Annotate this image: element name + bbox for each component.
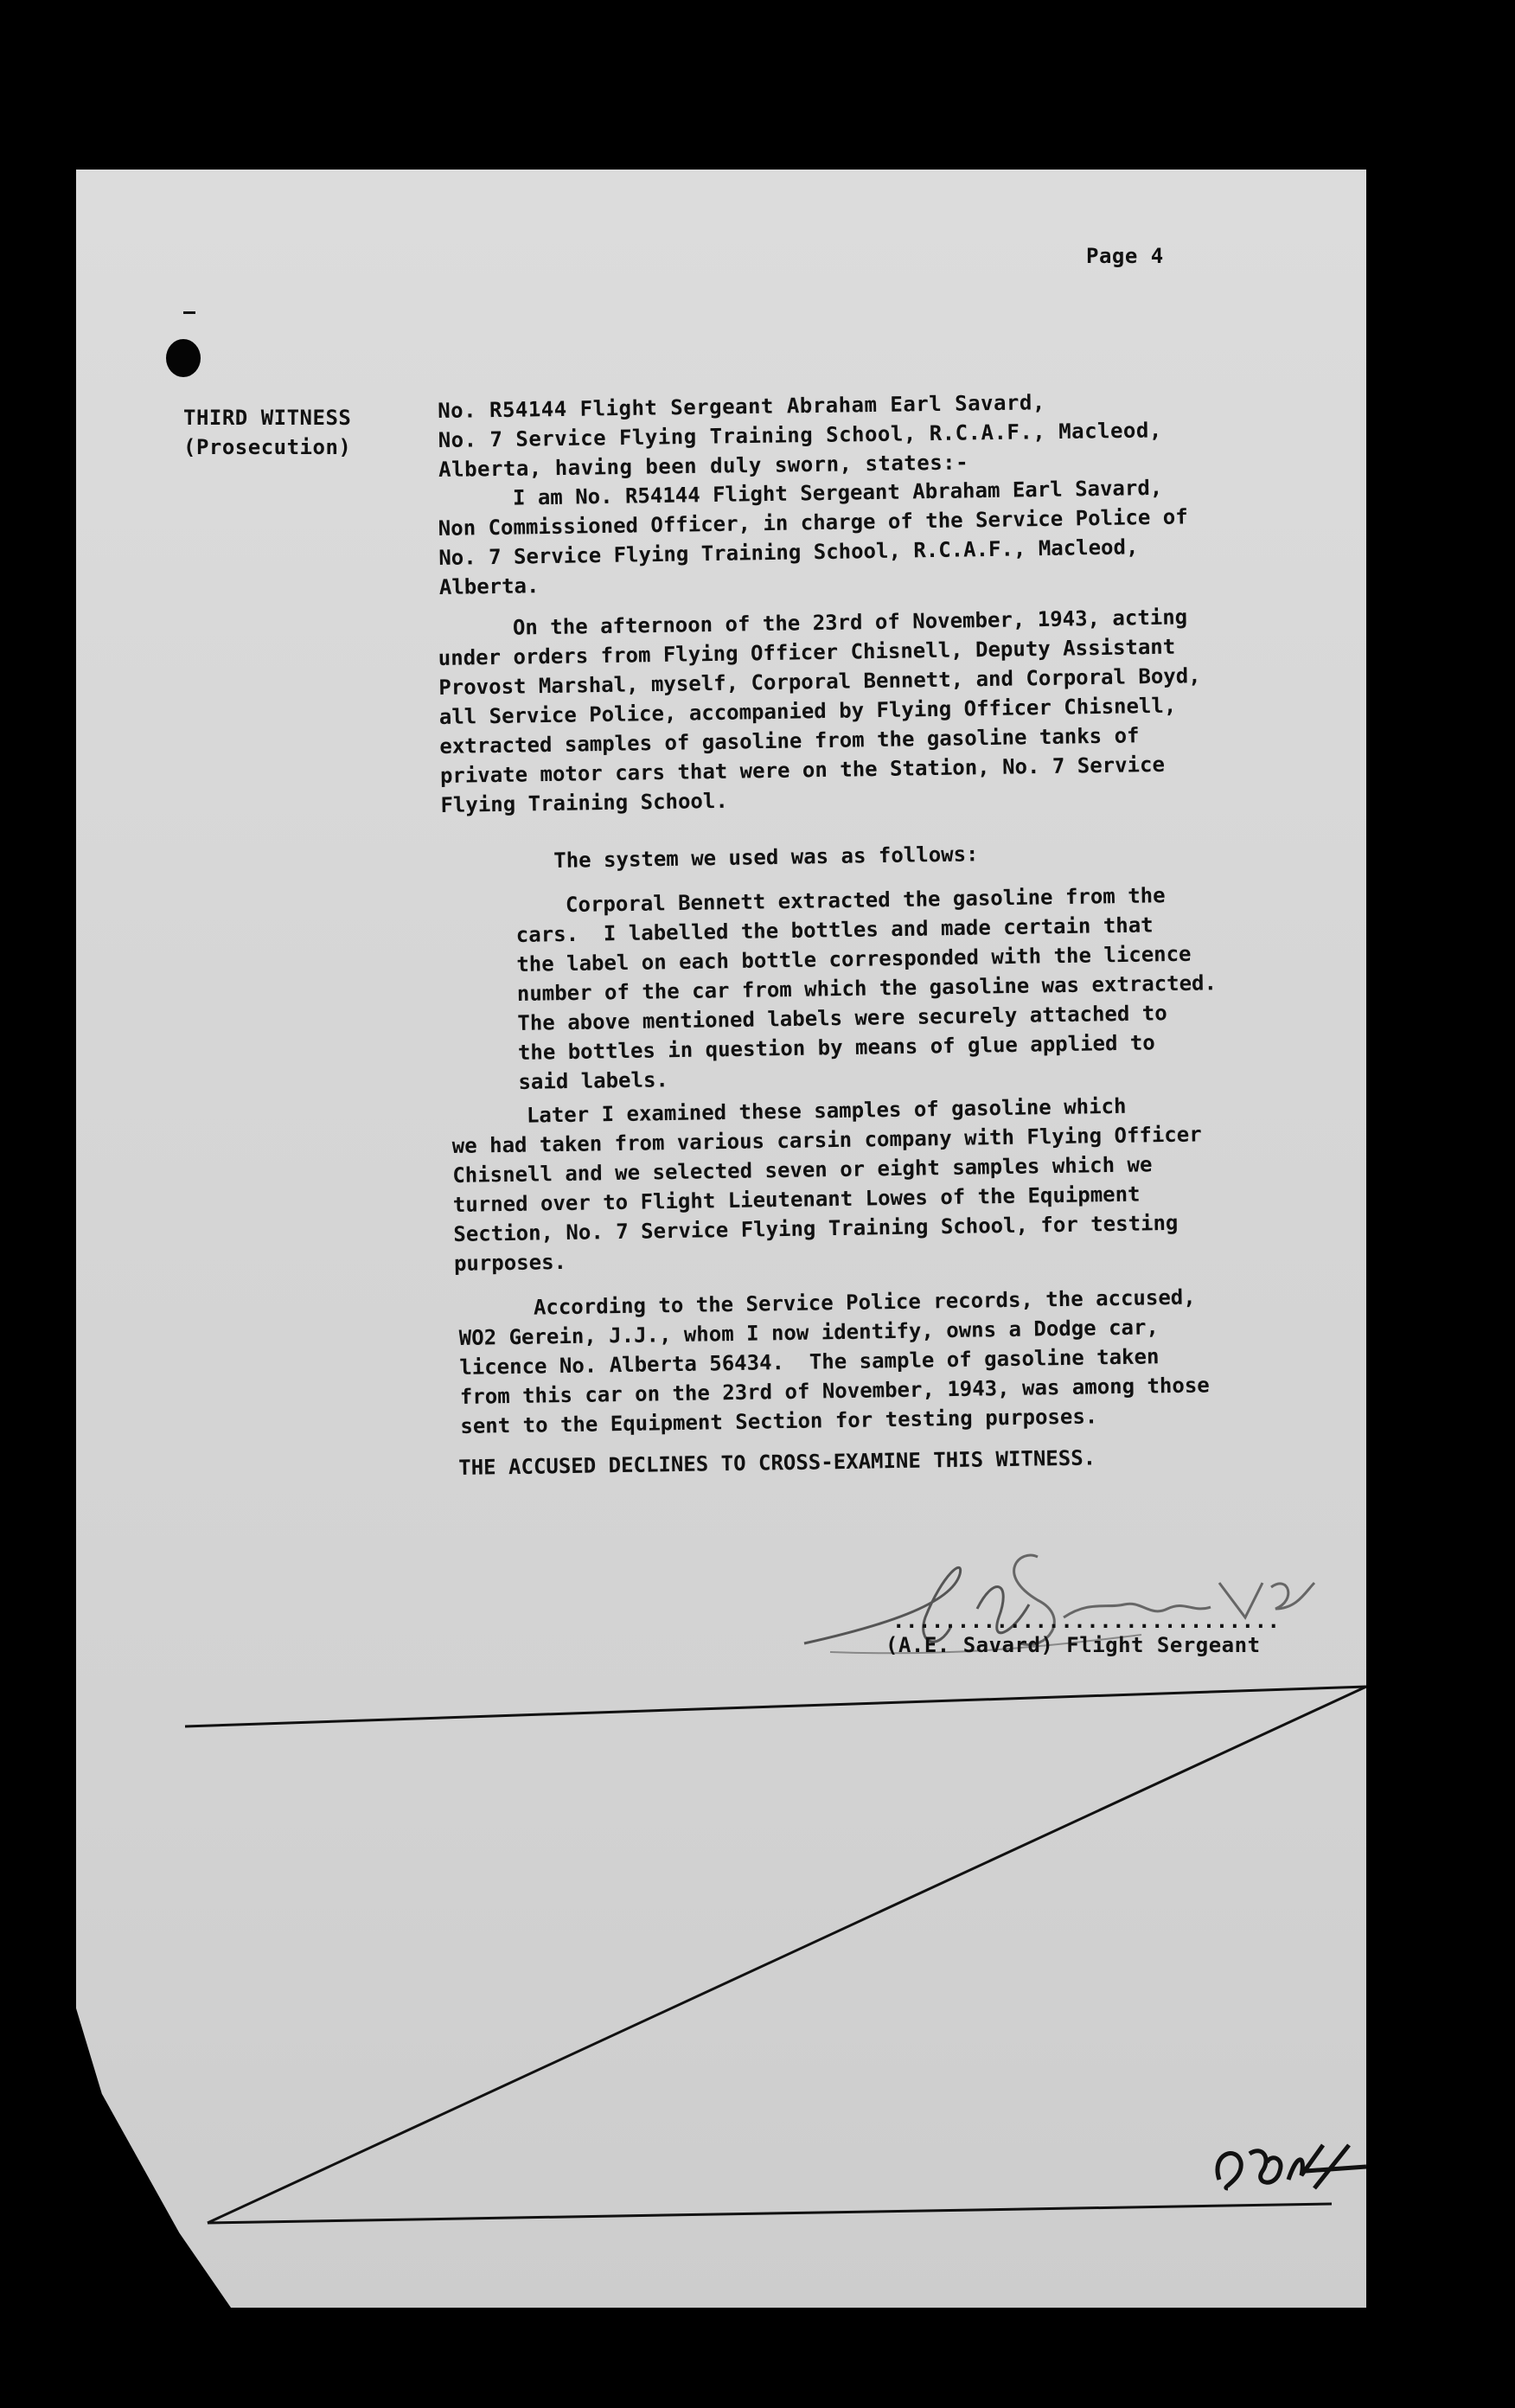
witness-header-line2: No. 7 Service Flying Training School, R.C.A.F., Macleod, [438, 418, 1162, 452]
witness-header-line1: No. R54144 Flight Sergeant Abraham Earl Savard, [438, 390, 1045, 423]
signature-line: .............................. [892, 1609, 1281, 1633]
witness-label-line1: THIRD WITNESS [183, 406, 352, 430]
diagonal-line-top [185, 1687, 1366, 1726]
witness-label-line2: (Prosecution) [183, 435, 352, 459]
statement-paragraph-5: Later I examined these samples of gasoline which we had taken from various carsin company with Flying Officer Chisnell and we selected seven or eight samples which we turned over to Flight Lieutenant Lowes of the Equipment Section, No. 7 Service Flying Training School, for testing purposes. [451, 1093, 1202, 1276]
page-number: Page 4 [1086, 244, 1164, 268]
statement-paragraph-2: On the afternoon of the 23rd of November, 1943, acting under orders from Flying Officer Chisnell, Deputy Assistant Provost Marshal, myself, Corporal Bennett, and Corporal Boyd, all Service Police, accompanied by Flying Officer Chisnell, extracted samples of gasoline from the gasoline tanks of private motor cars that were on the Station, No. 7 Service Flying Training School. [438, 605, 1201, 817]
statement-paragraph-3: The system we used was as follows: [553, 842, 979, 873]
signatory-name: (A.E. Savard) Flight Sergeant [885, 1633, 1261, 1657]
cross-examination-note: THE ACCUSED DECLINES TO CROSS-EXAMINE THIS WITNESS. [458, 1445, 1096, 1480]
witness-header-line3: Alberta, having been duly sworn, states:- [438, 450, 969, 482]
archive-number-handwritten [1202, 2128, 1375, 2197]
diagonal-line [208, 1687, 1366, 2223]
statement-paragraph-6: According to the Service Police records, the accused, WO2 Gerein, J.J., whom I now identify, owns a Dodge car, licence No. Alberta 56434. The sample of gasoline taken from this car on the 23rd of November, 1943, was among those sent to the Equipment Section for testing purposes. [458, 1284, 1210, 1438]
statement-paragraph-4: Corporal Bennett extracted the gasoline from the cars. I labelled the bottles and made certain that the label on each bottle corresponded with the licence number of the car from which the gasoline was extracted. The above mentioned labels were securely attached to the bottles in question by means of glue applied to said labels. [515, 883, 1218, 1094]
diagonal-line-bottom [208, 2204, 1332, 2223]
statement-paragraph-1: I am No. R54144 Flight Sergeant Abraham Earl Savard, Non Commissioned Officer, in charge of the Service Police of No. 7 Service Flying Training School, R.C.A.F., Macleod, Alberta. [438, 475, 1188, 599]
